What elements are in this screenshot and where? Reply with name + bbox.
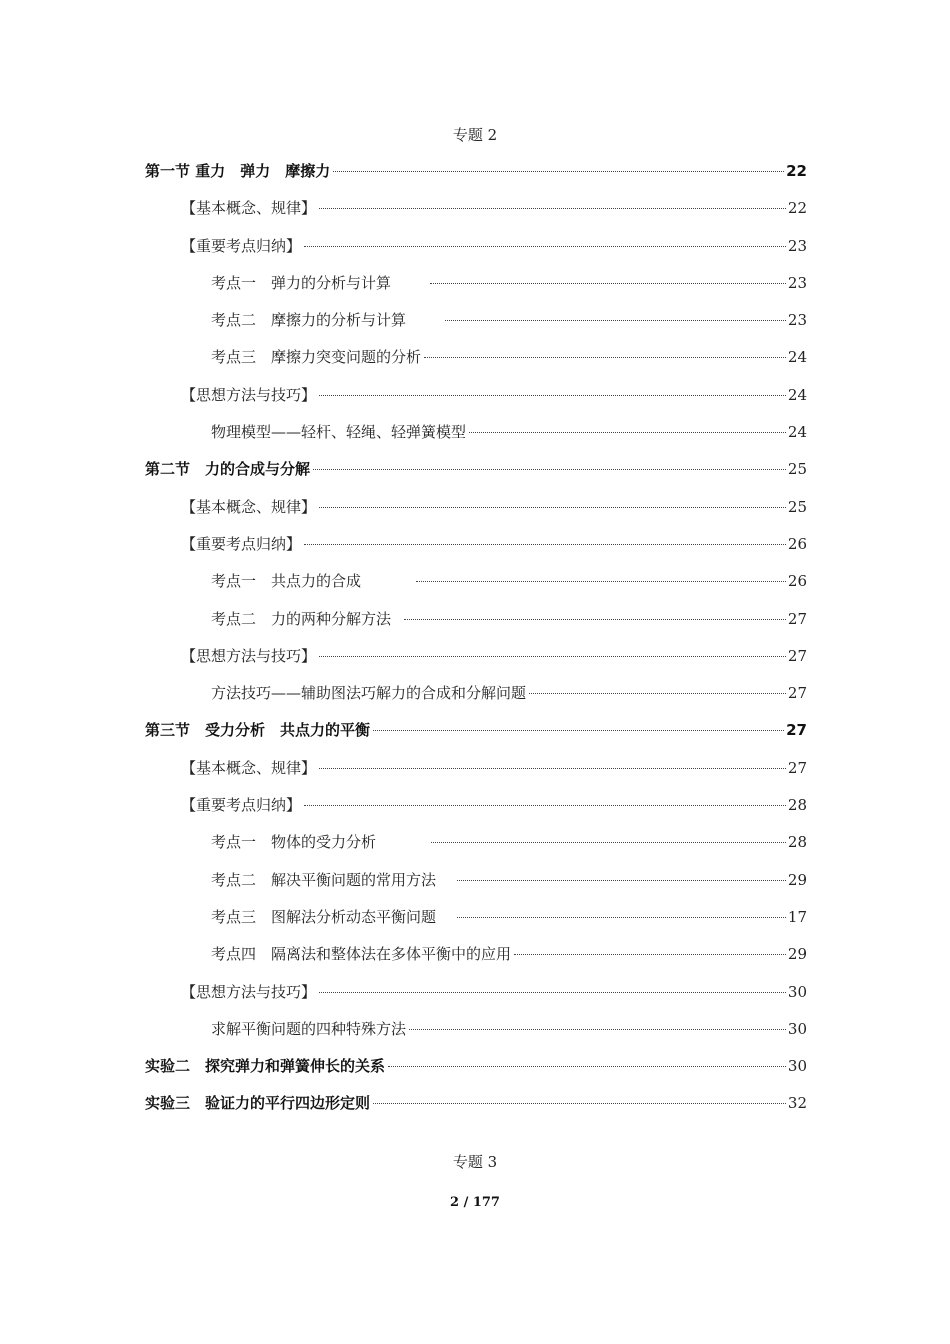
toc-entry[interactable]	[145, 533, 807, 570]
toc-entry[interactable]	[145, 309, 807, 346]
toc-entry[interactable]	[145, 272, 807, 309]
toc-entry-label: 求解平衡问题的四种特殊方法	[211, 1019, 407, 1038]
toc-entry-page-number: 25	[787, 460, 807, 479]
toc-entry-label: 考点一 共点力的合成	[211, 572, 362, 591]
dot-leader	[424, 357, 786, 358]
toc-entry[interactable]	[145, 346, 807, 383]
toc-entry-label: 【思想方法与技巧】	[181, 385, 317, 404]
dot-leader	[333, 171, 784, 172]
dot-leader	[304, 544, 786, 545]
toc-entry-label: 【基本概念、规律】	[181, 199, 317, 218]
toc-entry[interactable]	[145, 645, 807, 682]
toc-entry-label: 实验三 验证力的平行四边形定则	[145, 1094, 371, 1113]
toc-entry-page-number: 28	[787, 833, 807, 852]
dot-leader	[319, 395, 786, 396]
dot-leader	[319, 992, 786, 993]
toc-entry[interactable]	[145, 160, 807, 197]
toc-entry-label: 【重要考点归纳】	[181, 796, 302, 815]
toc-entry-page-number: 17	[787, 907, 807, 926]
toc-entry[interactable]	[145, 757, 807, 794]
dot-leader	[404, 619, 786, 620]
dot-leader	[319, 208, 786, 209]
dot-leader	[304, 805, 786, 806]
toc-entry-page-number: 22	[786, 162, 807, 180]
toc-entry[interactable]	[145, 384, 807, 421]
dot-leader	[373, 1103, 786, 1104]
dot-leader	[409, 1029, 786, 1030]
dot-leader	[469, 432, 786, 433]
toc-entry[interactable]	[145, 1018, 807, 1055]
toc-entry-label: 考点二 摩擦力的分析与计算	[211, 311, 407, 330]
toc-entry-label: 考点三 摩擦力突变问题的分析	[211, 348, 422, 367]
toc-entry[interactable]	[145, 458, 807, 495]
dot-leader	[319, 656, 786, 657]
dot-leader	[457, 917, 786, 918]
toc-entry-label: 【思想方法与技巧】	[181, 982, 317, 1001]
toc-entry[interactable]	[145, 906, 807, 943]
dot-leader	[313, 469, 786, 470]
toc-entry-label: 第一节 重力 弹力 摩擦力	[145, 162, 331, 180]
toc-entry-label: 考点一 物体的受力分析	[211, 833, 377, 852]
dot-leader	[373, 730, 784, 731]
toc-entry-page-number: 30	[787, 982, 807, 1001]
toc-entry-label: 第三节 受力分析 共点力的平衡	[145, 721, 371, 740]
section-title: 专题 2	[452, 126, 498, 144]
toc-entry-page-number: 27	[787, 646, 807, 665]
dot-leader	[529, 693, 786, 694]
dot-leader	[304, 246, 786, 247]
toc-entry-page-number: 24	[787, 348, 807, 367]
toc-entry-label: 【重要考点归纳】	[181, 236, 302, 255]
toc-entry[interactable]	[145, 794, 807, 831]
toc-entry-page-number: 23	[787, 273, 807, 292]
toc-entry-page-number: 23	[787, 236, 807, 255]
toc-entry[interactable]	[145, 1092, 807, 1129]
toc-entry-page-number: 29	[787, 945, 807, 964]
toc-entry-label: 物理模型——轻杆、轻绳、轻弹簧模型	[211, 423, 467, 442]
toc-entry[interactable]	[145, 981, 807, 1018]
toc-entry[interactable]	[145, 682, 807, 719]
page-indicator: 2 / 177	[450, 1195, 500, 1210]
table-of-contents	[145, 160, 807, 1130]
dot-leader	[388, 1066, 786, 1067]
dot-leader	[445, 320, 786, 321]
toc-entry-label: 考点二 力的两种分解方法	[211, 609, 392, 628]
dot-leader	[319, 768, 786, 769]
toc-entry-page-number: 29	[787, 870, 807, 889]
toc-entry-label: 考点一 弹力的分析与计算	[211, 273, 392, 292]
toc-entry[interactable]	[145, 496, 807, 533]
toc-entry-page-number: 28	[787, 796, 807, 815]
toc-entry[interactable]	[145, 1055, 807, 1092]
toc-entry-page-number: 32	[787, 1094, 807, 1113]
toc-entry-page-number: 30	[787, 1019, 807, 1038]
toc-entry-label: 【基本概念、规律】	[181, 497, 317, 516]
toc-entry[interactable]	[145, 608, 807, 645]
toc-entry[interactable]	[145, 197, 807, 234]
toc-entry[interactable]	[145, 421, 807, 458]
toc-entry-label: 【重要考点归纳】	[181, 534, 302, 553]
toc-entry-label: 【思想方法与技巧】	[181, 646, 317, 665]
toc-entry-page-number: 26	[787, 534, 807, 553]
toc-entry-label: 考点三 图解法分析动态平衡问题	[211, 907, 437, 926]
dot-leader	[457, 880, 786, 881]
toc-entry-label: 考点二 解决平衡问题的常用方法	[211, 870, 437, 889]
toc-entry-label: 方法技巧——辅助图法巧解力的合成和分解问题	[211, 684, 527, 703]
toc-entry-label: 考点四 隔离法和整体法在多体平衡中的应用	[211, 945, 512, 964]
next-section-title: 专题 3	[452, 1153, 498, 1171]
toc-entry[interactable]	[145, 831, 807, 868]
toc-entry[interactable]	[145, 869, 807, 906]
toc-entry[interactable]	[145, 570, 807, 607]
toc-entry-page-number: 27	[787, 758, 807, 777]
toc-entry-page-number: 26	[787, 572, 807, 591]
toc-entry-label: 【基本概念、规律】	[181, 758, 317, 777]
toc-entry[interactable]	[145, 943, 807, 980]
toc-entry-page-number: 23	[787, 311, 807, 330]
toc-entry-page-number: 27	[787, 684, 807, 703]
toc-entry-page-number: 24	[787, 423, 807, 442]
toc-entry-page-number: 25	[787, 497, 807, 516]
dot-leader	[430, 283, 786, 284]
toc-entry-page-number: 24	[787, 385, 807, 404]
toc-entry-label: 实验二 探究弹力和弹簧伸长的关系	[145, 1057, 386, 1076]
toc-entry[interactable]	[145, 235, 807, 272]
dot-leader	[319, 507, 786, 508]
toc-entry-page-number: 27	[786, 721, 807, 740]
dot-leader	[431, 842, 786, 843]
toc-entry-page-number: 30	[787, 1057, 807, 1076]
dot-leader	[416, 581, 786, 582]
toc-entry-page-number: 27	[787, 609, 807, 628]
toc-entry[interactable]	[145, 719, 807, 756]
dot-leader	[514, 954, 786, 955]
toc-entry-label: 第二节 力的合成与分解	[145, 460, 311, 479]
toc-entry-page-number: 22	[787, 199, 807, 218]
